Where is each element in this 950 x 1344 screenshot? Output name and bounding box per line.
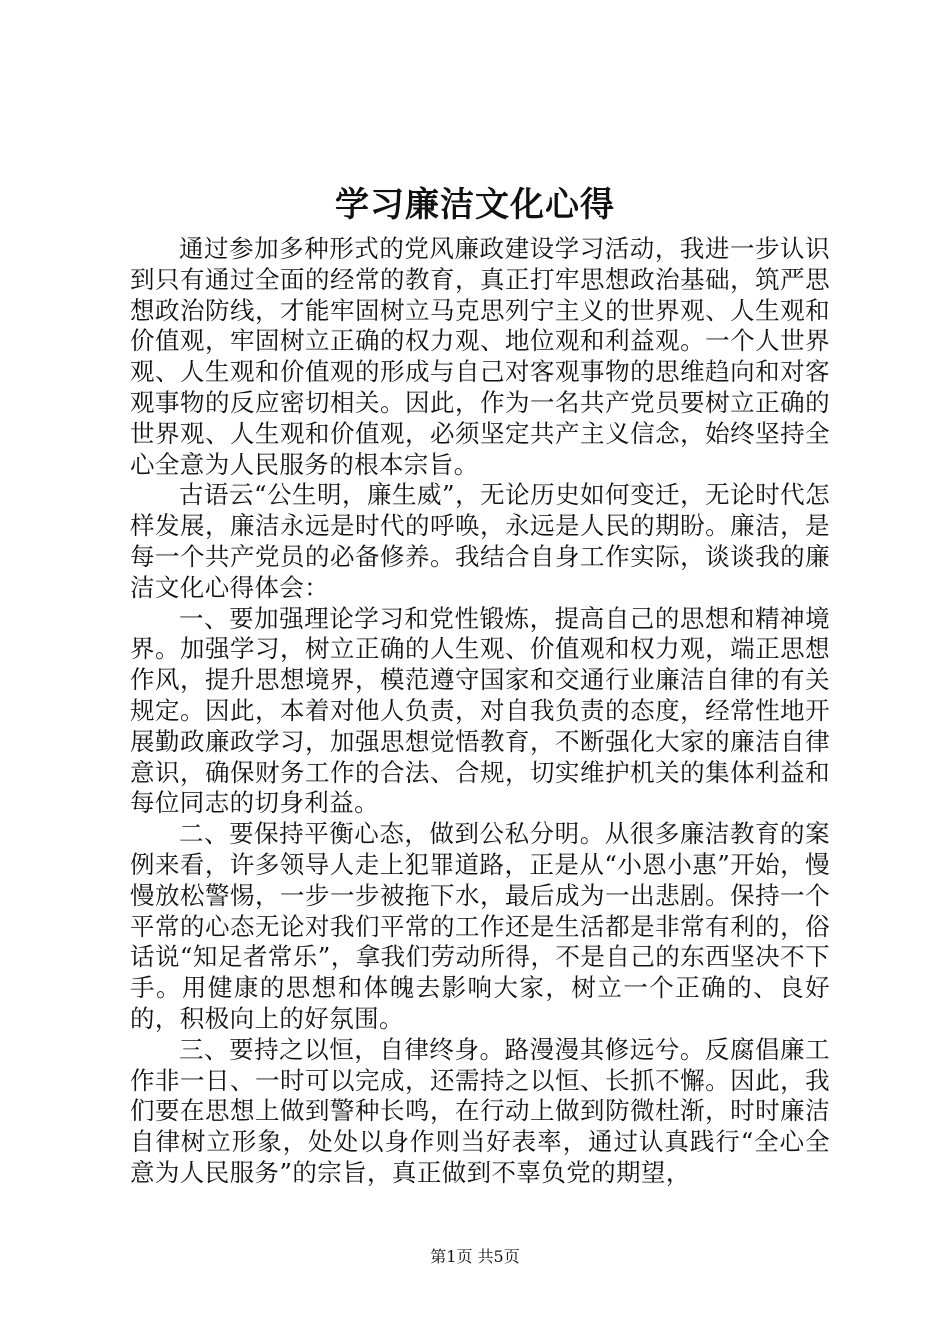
paragraph-4: 二、要保持平衡心态，做到公私分明。从很多廉洁教育的案例来看，许多领导人走上犯罪道路，正是从“小恩小惠”开始，慢慢放松警惕，一步一步被拖下水，最后成为一出悲剧。保持一个平常的心态无论对我们平常的工作还是生活都是非常有利的，俗话说“知足者常乐”，拿我们劳动所得，不是自己的东西坚决不下手。用健康的思想和体魄去影响大家，树立一个正确的、良好的，积极向上的好氛围。 — [130, 819, 830, 1033]
page-number-footer: 第1页 共5页 — [430, 1247, 520, 1266]
paragraph-5: 三、要持之以恒，自律终身。路漫漫其修远兮。反腐倡廉工作非一日、一时可以完成，还需持之以恒、长抓不懈。因此，我们要在思想上做到警种长鸣，在行动上做到防微杜渐，时时廉洁自律树立形象，处处以身作则当好表率，通过认真践行“全心全意为人民服务”的宗旨，真正做到不辜负党的期望， — [130, 1034, 830, 1187]
document-body — [130, 234, 830, 1189]
document-title: 学习廉洁文化心得 — [335, 185, 615, 225]
paragraph-3: 一、要加强理论学习和党性锻炼，提高自己的思想和精神境界。加强学习，树立正确的人生观、价值观和权力观，端正思想作风，提升思想境界，模范遵守国家和交通行业廉洁自律的有关规定。因此，本着对他人负责，对自我负责的态度，经常性地开展勤政廉政学习，加强思想觉悟教育，不断强化大家的廉洁自律意识，确保财务工作的合法、合规，切实维护机关的集体利益和每位同志的切身利益。 — [130, 603, 830, 818]
paragraph-1: 通过参加多种形式的党风廉政建设学习活动，我进一步认识到只有通过全面的经常的教育，真正打牢思想政治基础，筑严思想政治防线，才能牢固树立马克思列宁主义的世界观、人生观和价值观，牢固树立正确的权力观、地位观和利益观。一个人世界观、人生观和价值观的形成与自己对客观事物的思维趋向和对客观事物的反应密切相关。因此，作为一名共产党员要树立正确的世界观、人生观和价值观，必须坚定共产主义信念，始终坚持全心全意为人民服务的根本宗旨。 — [130, 234, 830, 479]
paragraph-2: 古语云“公生明，廉生威”，无论历史如何变迁，无论时代怎样发展，廉洁永远是时代的呼唤，永远是人民的期盼。廉洁，是每一个共产党员的必备修养。我结合自身工作实际，谈谈我的廉洁文化心得体会： — [130, 480, 830, 602]
